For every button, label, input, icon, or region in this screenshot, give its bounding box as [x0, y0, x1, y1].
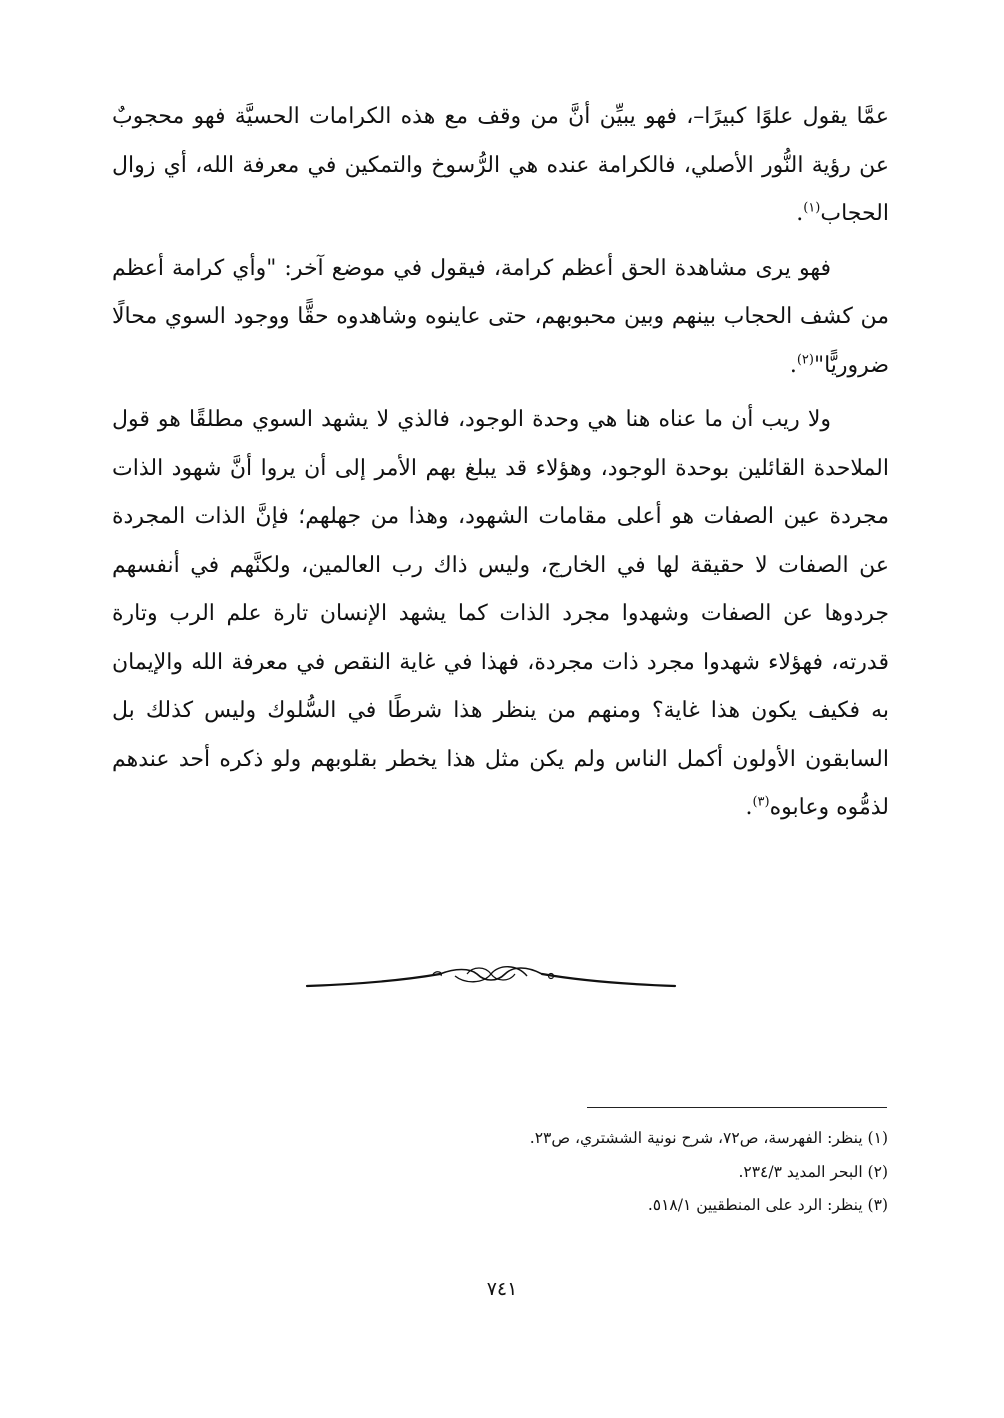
- paragraph-3-text: ولا ريب أن ما عناه هنا هي وحدة الوجود، فالذي لا يشهد السوي مطلقًا هو قول الملاحدة القائلين بوحدة الوجود، وهؤلاء قد يبلغ بهم الأمر إلى أن يروا أنَّ شهود الذات مجردة عين الصفات هو أعلى مقامات الشهود، وهذا من جهلهم؛ فإنَّ الذات المجردة عن الصفات لا حقيقة لها في الخارج، وليس ذاك رب العالمين، ولكنَّهم في أنفسهم جردوها عن الصفات وشهدوا مجرد الذات كما يشهد الإنسان تارة علم الرب وتارة قدرته، فهؤلاء شهدوا مجرد ذات مجردة، فهذا في غاية النقص في معرفة الله والإيمان به فكيف يكون هذا غاية؟ ومنهم من ينظر هذا شرطًا في السُّلوك وليس كذلك بل السابقون الأولون أكمل الناس ولم يكن مثل هذا يخطر بقلوبهم ولو ذكره أحد عندهم لذمُّوه وعابوه: [112, 407, 890, 820]
- paragraph-3-tail: .: [745, 795, 753, 820]
- paragraph-2-text: فهو يرى مشاهدة الحق أعظم كرامة، فيقول في موضع آخر: "وأي كرامة أعظم من كشف الحجاب بينهم وبين محبوبهم، حتى عاينوه وشاهدوه حقًّا ووجود السوي محالًا ضروريًّا": [112, 255, 889, 378]
- ornament-divider-icon: [305, 962, 677, 1002]
- paragraph-3: [112, 396, 889, 833]
- paragraph-1-tail: .: [796, 201, 804, 226]
- footnote-2: (٢) البحر المديد ٢٣٤/٣.: [738, 1162, 888, 1181]
- footnotes: [388, 1122, 888, 1223]
- page-number: ٧٤١: [486, 1278, 518, 1300]
- footnote-separator: [587, 1107, 887, 1108]
- footnote-1: (١) ينظر: الفهرسة، ص٧٢، شرح نونية الششتري، ص٢٣.: [529, 1129, 888, 1147]
- paragraph-1-text: عمَّا يقول علوًا كبيرًا–، فهو يبيِّن أنَّ من وقف مع هذه الكرامات الحسيَّة فهو محجوبٌ عن رؤية النُّور الأصلي، فالكرامة عنده هي الرُّسوخ والتمكين في معرفة الله، أي زوال الحجاب: [112, 104, 889, 226]
- footnote-ref-1: (١): [803, 200, 821, 216]
- paragraph-2: [112, 245, 889, 391]
- body-text: [112, 93, 889, 833]
- footnote-3: (٣) ينظر: الرد على المنطقيين ٥١٨/١.: [647, 1196, 888, 1214]
- paragraph-2-tail: .: [789, 352, 797, 378]
- footnote-ref-2: (٢): [796, 352, 814, 368]
- footnote-ref-3: (٣): [752, 794, 770, 810]
- paragraph-1: [112, 93, 889, 239]
